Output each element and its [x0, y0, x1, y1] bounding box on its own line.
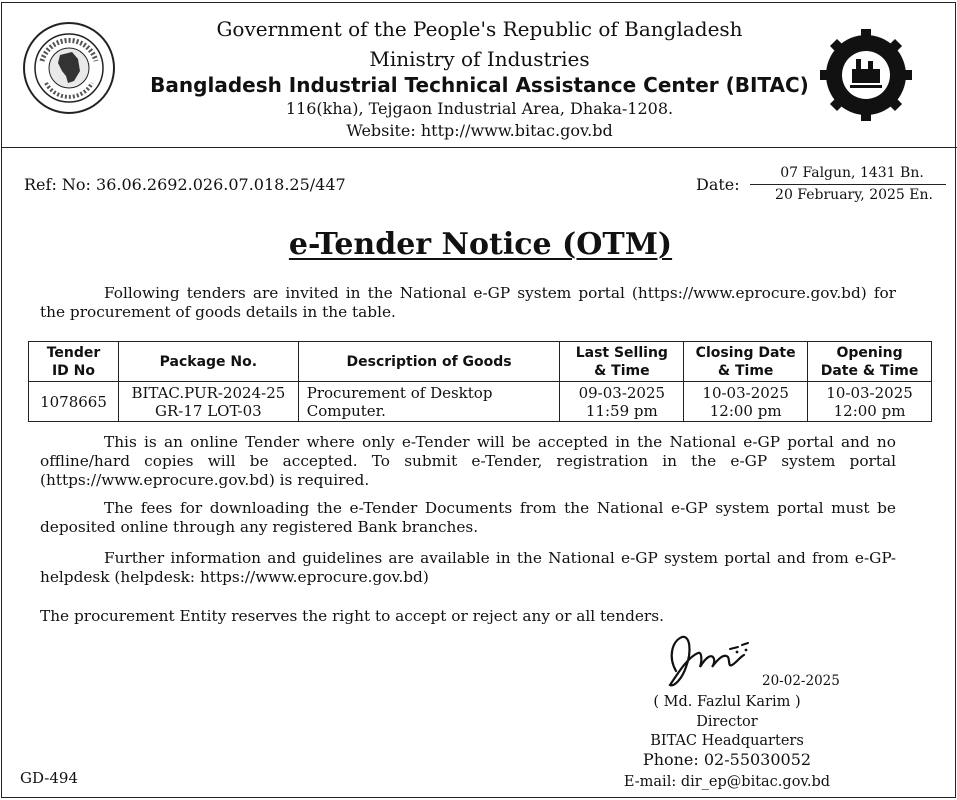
organization-website[interactable]: Website: http://www.bitac.gov.bd [346, 121, 613, 140]
gd-code: GD-494 [20, 769, 78, 787]
intro-paragraph: Following tenders are invited in the National e-GP system portal (https://www.eprocure.gov.bd) for the procurement of goods details in the table. [40, 284, 896, 321]
cell-closing: 10-03-2025 12:00 pm [684, 382, 808, 422]
signature-image [658, 627, 768, 691]
header-closing: Closing Date & Time [684, 342, 808, 382]
header-last-selling: Last Selling & Time [560, 342, 684, 382]
cell-opening: 10-03-2025 12:00 pm [808, 382, 932, 422]
notice-title: e-Tender Notice (OTM) [288, 227, 673, 262]
tender-table [28, 341, 932, 422]
date-label: Date: [696, 175, 740, 194]
online-tender-paragraph: This is an online Tender where only e-Tender will be accepted in the National e-GP portal and no offline/hard copies will be accepted. To submit e-Tender, registration in the e-GP system portal (https://www.eprocure.gov.bd) is required. [40, 433, 896, 489]
signatory-phone: Phone: 02-55030052 [642, 750, 812, 769]
government-line: Government of the People's Republic of Bangladesh [216, 17, 743, 41]
signatory-email[interactable]: E-mail: dir_ep@bitac.gov.bd [623, 774, 831, 790]
table-row [29, 382, 932, 422]
header-opening: Opening Date & Time [808, 342, 932, 382]
date-bengali: 07 Falgun, 1431 Bn. [780, 165, 924, 181]
fees-paragraph: The fees for downloading the e-Tender Documents from the National e-GP system portal must be deposited online through any registered Bank branches. [40, 499, 896, 536]
reserve-right-paragraph: The procurement Entity reserves the right to accept or reject any or all tenders. [40, 607, 664, 625]
header-package: Package No. [118, 342, 298, 382]
bitac-gear-logo-icon [820, 29, 912, 121]
signature-date: 20-02-2025 [762, 673, 840, 689]
cell-description: Procurement of Desktop Computer. [298, 382, 560, 422]
letterhead [2, 3, 957, 148]
date-english: 20 February, 2025 En. [775, 187, 933, 203]
cell-package: BITAC.PUR-2024-25 GR-17 LOT-03 [118, 382, 298, 422]
cell-tender-id: 1078665 [29, 382, 119, 422]
signatory-name: ( Md. Fazlul Karim ) [653, 694, 801, 710]
cell-last-selling: 09-03-2025 11:59 pm [560, 382, 684, 422]
organization-name: Bangladesh Industrial Technical Assistance Center (BITAC) [150, 73, 809, 97]
signatory-designation: Director [696, 714, 758, 730]
signatory-office: BITAC Headquarters [650, 733, 804, 749]
organization-address: 116(kha), Tejgaon Industrial Area, Dhaka-1208. [285, 99, 674, 118]
notice-frame [1, 2, 956, 798]
reference-number: Ref: No: 36.06.2692.026.07.018.25/447 [24, 175, 346, 194]
header-tender-id: Tender ID No [29, 342, 119, 382]
header-description: Description of Goods [298, 342, 560, 382]
table-header-row [29, 342, 932, 382]
further-info-paragraph: Further information and guidelines are available in the National e-GP system portal and from e-GP-helpdesk (helpdesk: https://www.eprocure.gov.bd) [40, 549, 896, 586]
date-divider [750, 184, 946, 185]
ministry-line: Ministry of Industries [369, 47, 590, 71]
